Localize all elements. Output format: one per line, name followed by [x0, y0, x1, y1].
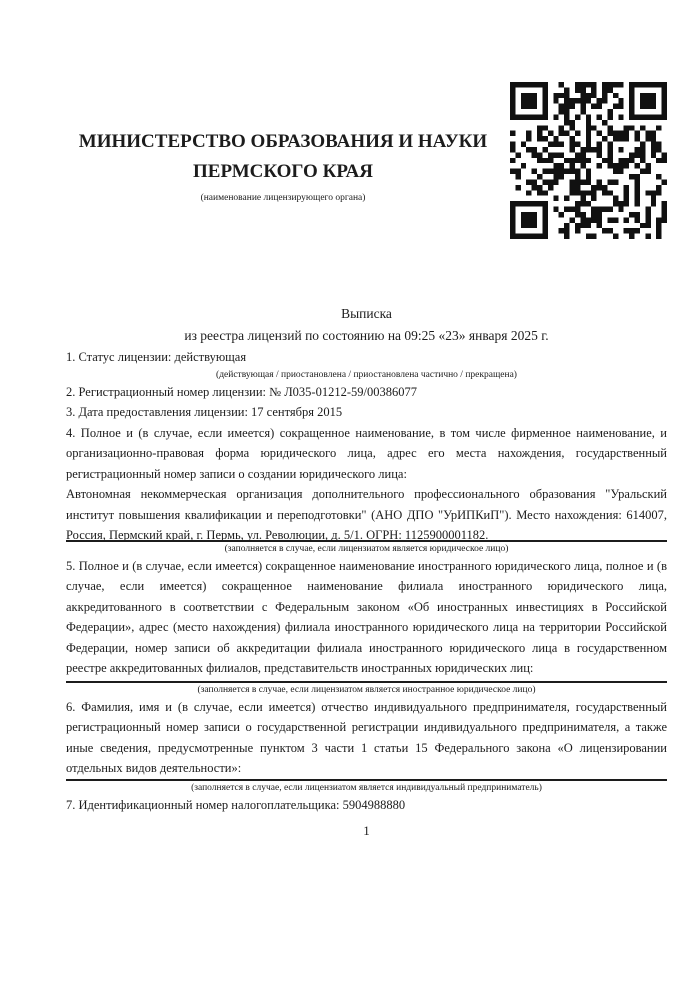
qr-code	[510, 82, 667, 239]
item-foreign-entity-caption: (заполняется в случае, если лицензиатом является иностранное юридическое лицо)	[197, 684, 536, 695]
licensing-authority-name	[66, 127, 500, 187]
item-legal-entity-label: 4. Полное и (в случае, если имеется) сокращенное наименование, в том числе фирменное наименование, и организационно-правовая форма юридического лица, адрес его места нахождения, государственный регистрационный номер записи о создании юридического лица:	[66, 425, 667, 481]
licensing-authority-caption: (наименование лицензирующего органа)	[200, 193, 366, 203]
item-license-status: 1. Статус лицензии: действующая	[66, 350, 247, 364]
page-number: 1	[363, 823, 370, 838]
item-registration-number: 2. Регистрационный номер лицензии: № Л035-01212-59/00386077	[66, 384, 417, 399]
licensing-authority-block	[66, 127, 500, 205]
item-foreign-entity-label: 5. Полное и (в случае, если имеется) сокращенное наименование иностранного юридического лица, полное и (в случае, если имеется) сокращенное наименование филиала иностранного юридического лица, аккредитованного в соответствии с Федеральным законом «Об иностранных инвестициях в Российской Федерации», адрес (место нахождения) филиала иностранного юридического лица на территории Российской Федерации, номер записи об аккредитации филиала иностранного юридического лица в государственном реестре аккредитованных филиалов, представительств иностранных юридических лиц:	[66, 558, 667, 675]
item-grant-date: 3. Дата предоставления лицензии: 17 сентября 2015	[66, 405, 343, 419]
item-license-status-caption: (действующая / приостановлена / приостановлена частично / прекращена)	[216, 369, 517, 380]
item-individual-entrepreneur-caption: (заполняется в случае, если лицензиатом является индивидуальный предприниматель)	[191, 782, 542, 793]
document-title-line-2: из реестра лицензий по состоянию на 09:25 «23» января 2025 г.	[184, 328, 549, 343]
ministry-name-line-1: МИНИСТЕРСТВО ОБРАЗОВАНИЯ И НАУКИ	[78, 131, 488, 152]
document-header	[66, 0, 667, 239]
ministry-name-line-2: ПЕРМСКОГО КРАЯ	[193, 161, 373, 182]
document-title	[66, 303, 667, 347]
item-individual-entrepreneur-label: 6. Фамилия, имя и (в случае, если имеется) отчество индивидуального предпринимателя, государственный регистрационный номер записи о государственной регистрации индивидуального предпринимателя, а также иные сведения, предусмотренные пунктом 3 части 1 статьи 15 Федерального закона «О лицензировании отдельных видов деятельности»:	[66, 699, 667, 775]
qr-code-icon	[510, 82, 667, 239]
item-legal-entity-caption: (заполняется в случае, если лицензиатом является юридическое лицо)	[224, 543, 509, 554]
document-title-line-1: Выписка	[341, 306, 392, 321]
item-taxpayer-number: 7. Идентификационный номер налогоплательщика: 5904988880	[66, 797, 406, 812]
item-legal-entity-value: Автономная некоммерческая организация дополнительного профессионального образования "Уральский институт повышения квалификации и переподготовки" (АНО ДПО "УрИПКиП"). Место нахождения: 614007, Россия, Пермский край, г. Пермь, ул. Революции, д. 5/1. ОГРН: 1125900001182.	[66, 487, 667, 542]
